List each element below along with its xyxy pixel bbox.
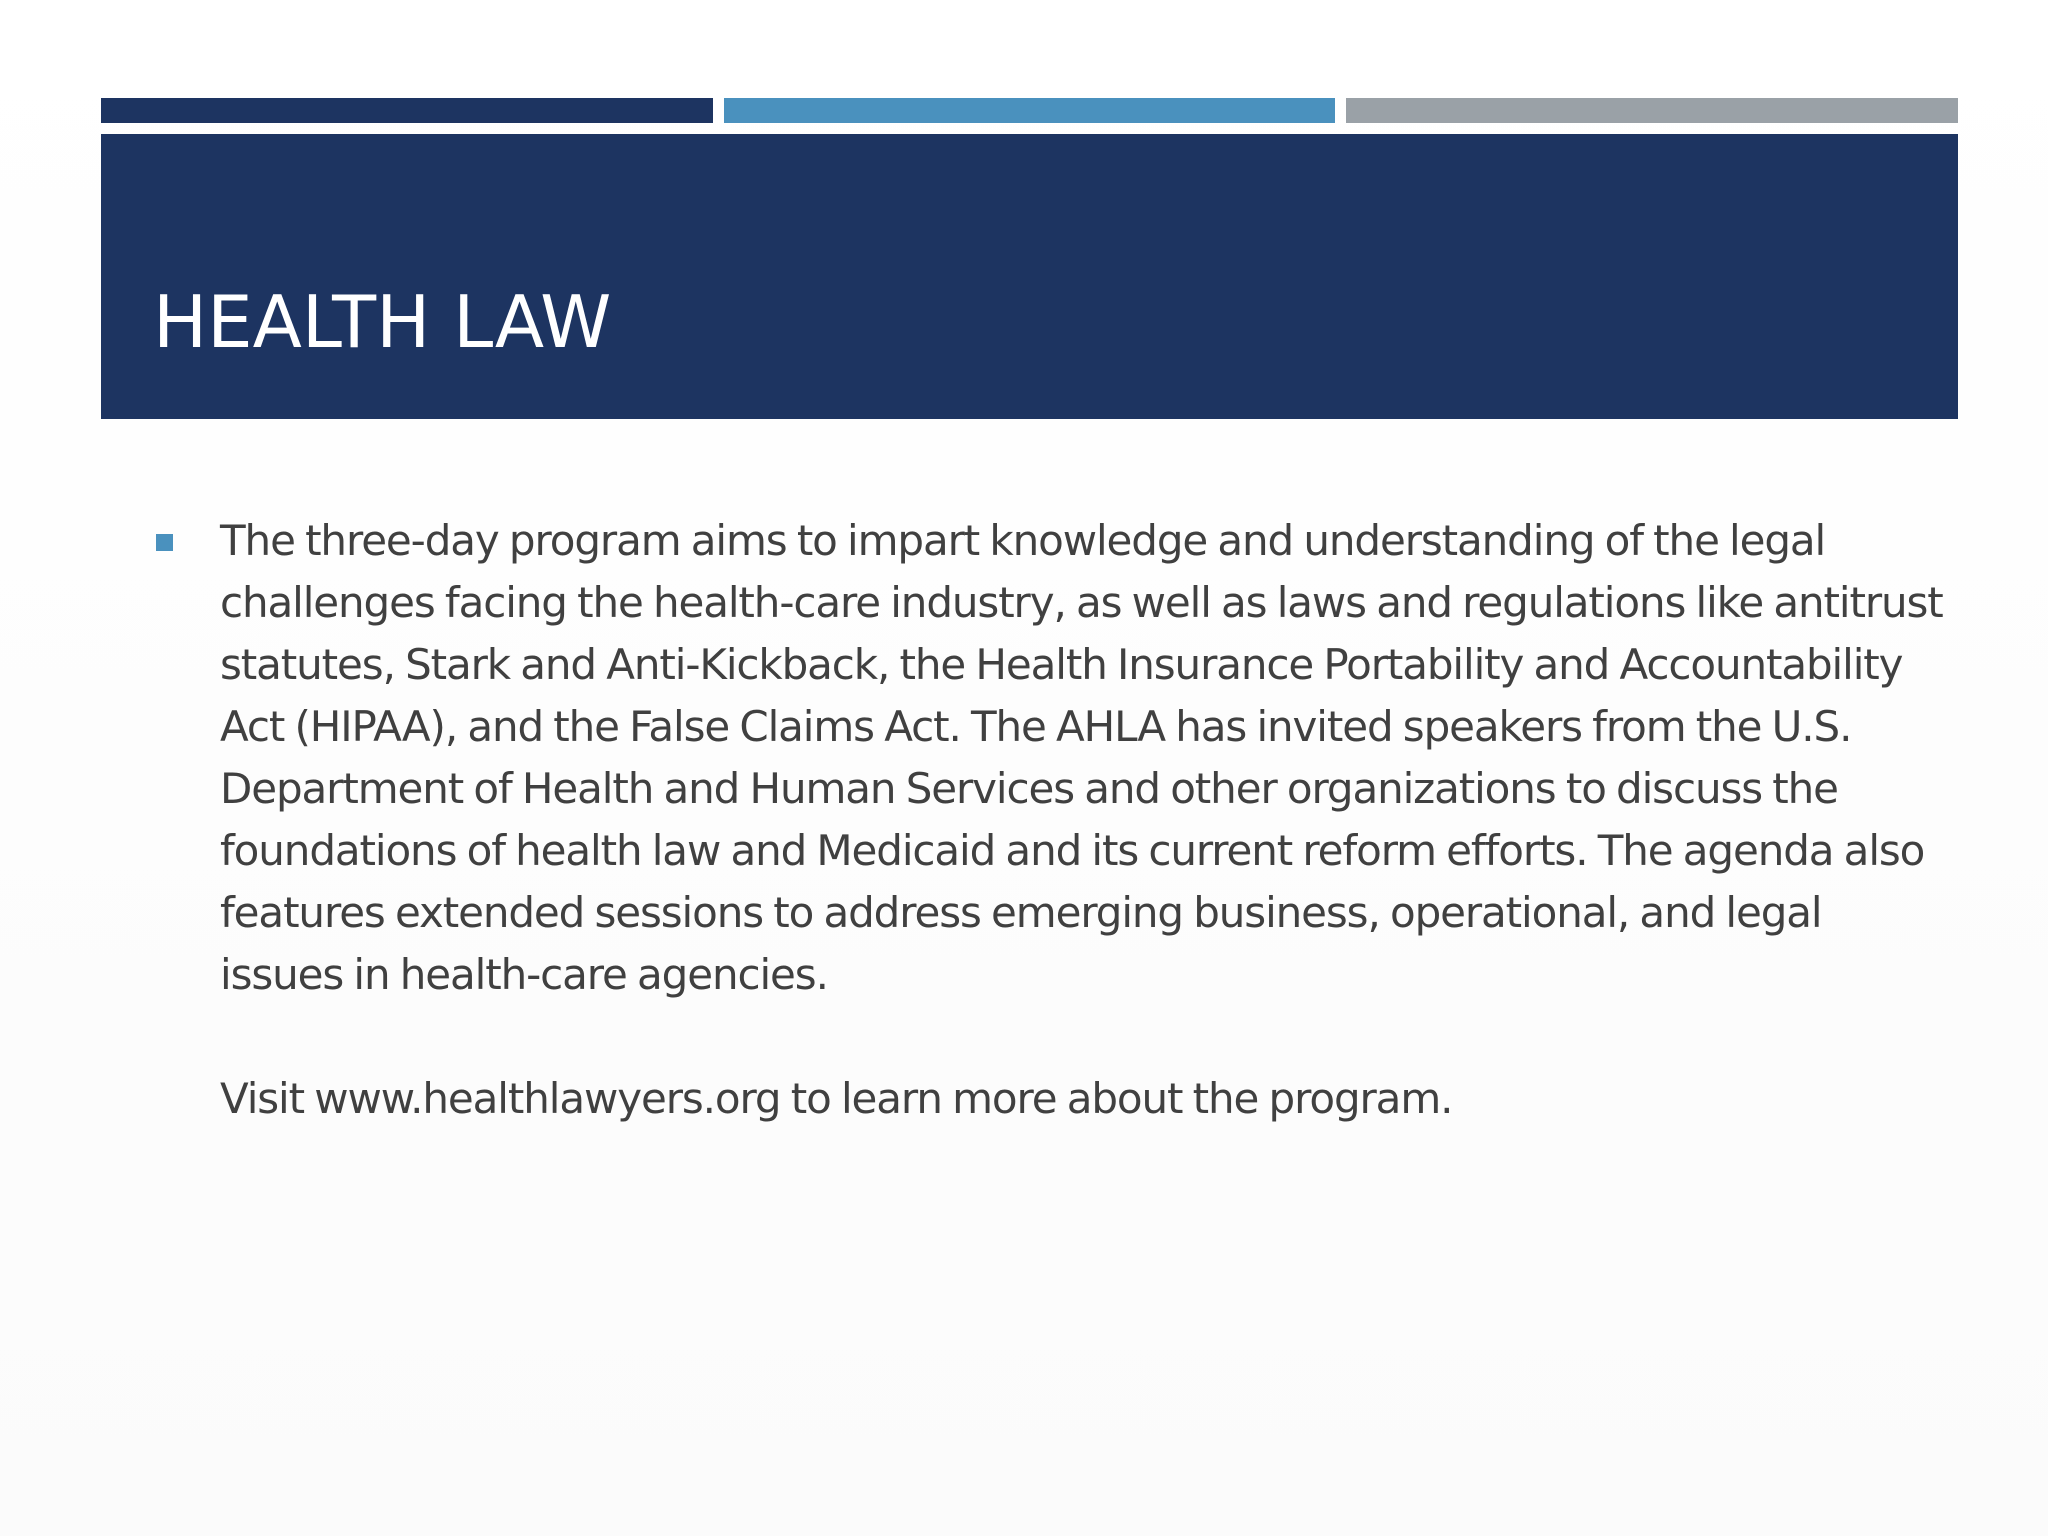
square-bullet-icon (156, 534, 173, 551)
accent-bar-navy (101, 98, 713, 123)
slide-title: HEALTH LAW (153, 280, 612, 364)
visit-text: Visit www.healthlawyers.org to learn more about the program. (220, 1074, 1453, 1123)
accent-bar-gray (1346, 98, 1958, 123)
bullet-text: The three-day program aims to impart knowledge and understanding of the legal challenges facing the health-care industry, as well as laws and regulations like antitrust statutes, Stark and Anti-Kickback, the Health Insurance Portability and Accountability Act (HIPAA), and the False Claims Act. The AHLA has invited speakers from the U.S. Department of Health and Human Services and other organizations to discuss the foundations of health law and Medicaid and its current reform efforts. The agenda also features extended sessions to address emerging business, operational, and legal issues in health-care agencies. (220, 516, 1943, 999)
accent-bar-blue (724, 98, 1335, 123)
slide-content (152, 510, 1952, 1130)
bullet-item (152, 510, 1952, 1130)
title-band (101, 134, 1958, 419)
